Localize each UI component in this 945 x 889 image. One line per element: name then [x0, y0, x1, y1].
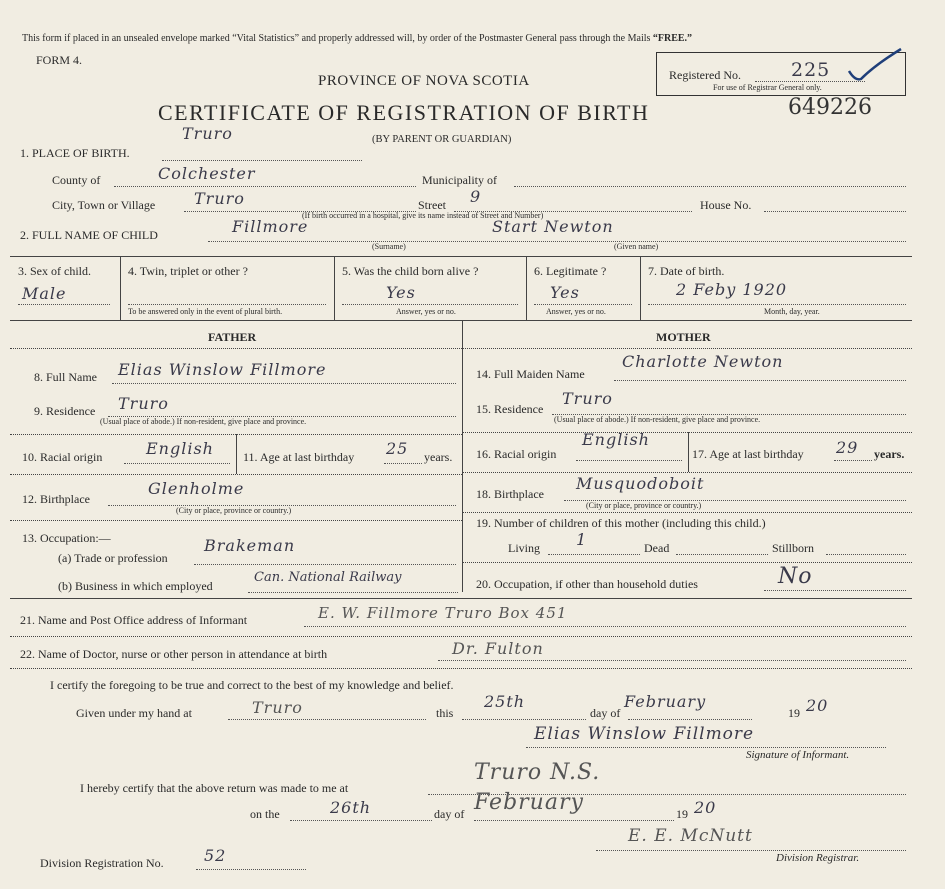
mother-age-value: 29	[836, 438, 859, 457]
house-line	[764, 211, 906, 212]
mother-occupation-value: No	[778, 564, 813, 589]
father-years-label: years.	[424, 450, 453, 464]
father-birthplace-value: Glenholme	[148, 479, 245, 498]
doctor-rule	[10, 668, 912, 669]
dead-label: Dead	[644, 541, 670, 555]
grid-top-rule	[10, 256, 912, 257]
grid-divider	[120, 256, 121, 320]
mother-birthplace-note: (City or place, province or country.)	[586, 501, 702, 510]
father-name-label: 8. Full Name	[34, 370, 97, 384]
twin-label: 4. Twin, triplet or other ?	[128, 264, 248, 278]
municipality-line	[514, 186, 906, 187]
given-label: Given under my hand at	[76, 706, 192, 720]
street-label: Street	[418, 198, 446, 212]
hospital-note: (If birth occurred in a hospital, give its name instead of Street and Number)	[302, 211, 544, 220]
informant-line	[304, 626, 906, 627]
postal-notice: This form if placed in an unsealed envelope marked “Vital Statistics” and properly addressed will, by order of the Postmaster General pass through the Mails “FREE.”	[22, 33, 693, 44]
registrar-statement: I hereby certify that the above return was made to me at	[80, 781, 349, 795]
father-racial-label: 10. Racial origin	[22, 450, 103, 464]
check-mark-icon	[845, 47, 905, 87]
street-value: 9	[470, 187, 482, 206]
informant-rule	[10, 636, 912, 637]
place-line	[162, 160, 362, 161]
legitimate-line	[534, 304, 632, 305]
certificate-subtitle: (BY PARENT OR GUARDIAN)	[372, 134, 512, 145]
doctor-label: 22. Name of Doctor, nurse or other person in attendance at birth	[20, 647, 328, 661]
father-age-divider	[236, 434, 237, 474]
father-trade-label: (a) Trade or profession	[58, 551, 168, 565]
mother-birthplace-value: Musquodoboit	[576, 474, 705, 493]
child-name-line	[208, 241, 906, 242]
mother-residence-label: 15. Residence	[476, 402, 544, 416]
father-residence-value: Truro	[118, 394, 169, 413]
mother-residence-note: (Usual place of abode.) If non-resident, give place and province.	[554, 415, 761, 424]
alive-line	[342, 304, 518, 305]
on-the-label: on the	[250, 807, 280, 821]
given-place-line	[228, 719, 426, 720]
mother-age-line	[834, 460, 872, 461]
child-surname: Fillmore	[232, 217, 309, 236]
registrar-signature: E. E. McNutt	[628, 826, 753, 846]
mother-name-label: 14. Full Maiden Name	[476, 367, 585, 381]
informant-signature-line	[526, 747, 886, 748]
father-age-value: 25	[386, 439, 409, 458]
registrar-caption: Division Registrar.	[776, 852, 860, 864]
reg-year-prefix: 19	[676, 807, 688, 821]
county-value: Colchester	[158, 164, 256, 183]
grid-bottom-rule	[10, 320, 912, 321]
doctor-line	[438, 660, 906, 661]
stillborn-label: Stillborn	[772, 541, 815, 555]
grid-divider	[640, 256, 641, 320]
place-value: Truro	[182, 124, 233, 143]
reg-day: 26th	[330, 798, 372, 817]
given-day: 25th	[484, 692, 526, 711]
registered-number: 225	[791, 59, 831, 81]
given-month: February	[624, 692, 707, 711]
place-label: 1. PLACE OF BIRTH.	[20, 146, 130, 160]
reg-day-line	[290, 820, 432, 821]
given-day-line	[462, 719, 586, 720]
mother-years-label: years.	[874, 447, 905, 461]
county-label: County of	[52, 173, 101, 187]
father-row-rule	[10, 520, 462, 521]
registrar-signature-line	[596, 850, 906, 851]
division-line	[196, 869, 306, 870]
parents-bottom-rule	[10, 598, 912, 599]
father-trade-line	[194, 564, 456, 565]
mother-row-rule	[462, 472, 912, 473]
mother-birthplace-label: 18. Birthplace	[476, 487, 544, 501]
mother-residence-value: Truro	[562, 389, 613, 408]
form-number: FORM 4.	[36, 53, 83, 67]
father-heading: FATHER	[208, 330, 257, 344]
sex-label: 3. Sex of child.	[18, 264, 91, 278]
informant-signature: Elias Winslow Fillmore	[534, 724, 755, 744]
municipality-label: Municipality of	[422, 173, 497, 187]
father-occupation-label: 13. Occupation:—	[22, 531, 111, 545]
date-line	[648, 304, 906, 305]
mother-row-rule	[462, 512, 912, 513]
free-label: “FREE.”	[652, 33, 693, 44]
province-heading: PROVINCE OF NOVA SCOTIA	[318, 73, 530, 89]
father-racial-value: English	[146, 439, 214, 458]
mother-racial-value: English	[582, 430, 650, 449]
living-value: 1	[576, 530, 588, 549]
reg-month: February	[474, 790, 584, 815]
legitimate-label: 6. Legitimate ?	[534, 264, 607, 278]
grid-divider	[526, 256, 527, 320]
given-place: Truro	[252, 698, 303, 717]
alive-label: 5. Was the child born alive ?	[342, 264, 479, 278]
father-residence-note: (Usual place of abode.) If non-resident, give place and province.	[100, 417, 307, 426]
registered-label: Registered No.	[669, 68, 741, 82]
signature-caption: Signature of Informant.	[746, 749, 850, 761]
mother-racial-label: 16. Racial origin	[476, 447, 557, 461]
twin-note: To be answered only in the event of plural birth.	[128, 307, 283, 316]
child-given-name: Start Newton	[492, 217, 614, 236]
alive-value: Yes	[386, 283, 416, 302]
father-birthplace-note: (City or place, province or country.)	[176, 506, 292, 515]
living-label: Living	[508, 541, 540, 555]
division-value: 52	[204, 846, 227, 865]
father-name-value: Elias Winslow Fillmore	[118, 360, 327, 379]
father-business-line	[248, 592, 458, 593]
informant-label: 21. Name and Post Office address of Informant	[20, 613, 248, 627]
city-label: City, Town or Village	[52, 198, 156, 212]
reg-year: 20	[694, 798, 717, 817]
sex-value: Male	[22, 284, 67, 303]
surname-caption: (Surname)	[372, 242, 406, 251]
parents-divider	[462, 320, 463, 592]
father-residence-label: 9. Residence	[34, 404, 96, 418]
father-age-line	[384, 463, 422, 464]
given-month-line	[628, 719, 752, 720]
reg-month-line	[474, 820, 674, 821]
father-racial-line	[124, 463, 230, 464]
father-business-label: (b) Business in which employed	[58, 579, 213, 593]
twin-line	[128, 304, 326, 305]
house-label: House No.	[700, 198, 752, 212]
mother-age-label: 17. Age at last birthday	[692, 447, 804, 461]
father-age-label: 11. Age at last birthday	[243, 450, 355, 464]
mother-heading: MOTHER	[656, 330, 711, 344]
mother-racial-line	[576, 460, 682, 461]
mother-name-line	[614, 380, 906, 381]
doctor-value: Dr. Fulton	[452, 639, 544, 658]
given-year: 20	[806, 696, 829, 715]
legitimate-note: Answer, yes or no.	[546, 307, 606, 316]
father-row-rule	[10, 474, 462, 475]
date-note: Month, day, year.	[764, 307, 820, 316]
division-label: Division Registration No.	[40, 856, 164, 870]
stamp-number: 649226	[788, 95, 872, 120]
mother-row-rule	[462, 432, 912, 433]
given-name-caption: (Given name)	[614, 242, 659, 251]
city-value: Truro	[194, 189, 245, 208]
county-line	[114, 186, 416, 187]
certificate-title: CERTIFICATE OF REGISTRATION OF BIRTH	[158, 100, 650, 125]
date-label: 7. Date of birth.	[648, 264, 725, 278]
mother-age-divider	[688, 432, 689, 472]
registrar-note: For use of Registrar General only.	[713, 83, 822, 92]
mother-heading-rule	[462, 348, 912, 349]
child-name-label: 2. FULL NAME OF CHILD	[20, 228, 158, 242]
mother-name-value: Charlotte Newton	[622, 352, 784, 371]
father-heading-rule	[10, 348, 462, 349]
sex-line	[18, 304, 110, 305]
registrar-place: Truro N.S.	[474, 760, 601, 785]
mother-occupation-label: 20. Occupation, if other than household duties	[476, 577, 698, 591]
date-value: 2 Feby 1920	[676, 280, 788, 299]
reg-day-of-label: day of	[434, 807, 465, 821]
father-name-line	[112, 383, 456, 384]
certify-statement: I certify the foregoing to be true and correct to the best of my knowledge and belief.	[50, 678, 454, 692]
mother-occupation-line	[764, 590, 906, 591]
dead-line	[676, 554, 768, 555]
informant-value: E. W. Fillmore Truro Box 451	[318, 604, 568, 622]
children-count-label: 19. Number of children of this mother (including this child.)	[476, 516, 766, 530]
given-year-prefix: 19	[788, 706, 800, 720]
day-of-label: day of	[590, 706, 621, 720]
grid-divider	[334, 256, 335, 320]
registration-box	[656, 52, 906, 96]
father-business-value: Can. National Railway	[254, 570, 402, 585]
living-line	[548, 554, 640, 555]
alive-note: Answer, yes or no.	[396, 307, 456, 316]
mother-row-rule	[462, 562, 912, 563]
stillborn-line	[826, 554, 906, 555]
father-birthplace-label: 12. Birthplace	[22, 492, 90, 506]
this-label: this	[436, 706, 454, 720]
father-trade-value: Brakeman	[204, 536, 296, 555]
legitimate-value: Yes	[550, 283, 580, 302]
